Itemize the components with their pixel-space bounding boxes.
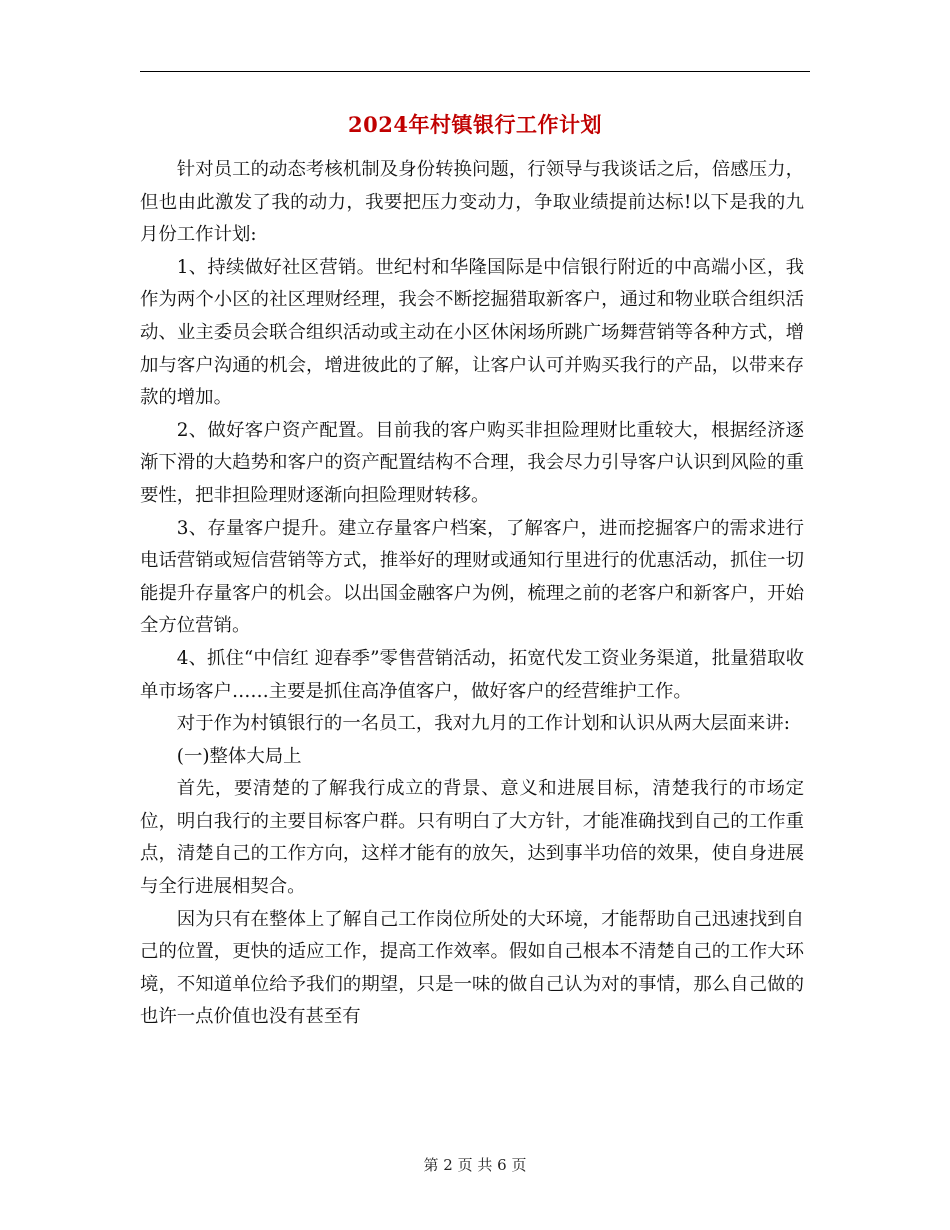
paragraph-because: 因为只有在整体上了解自己工作岗位所处的大环境，才能帮助自己迅速找到自己的位置，更快的适应工作，提高工作效率。假如自己根本不清楚自己的工作大环境，不知道单位给予我们的期望，只是一味的做自己认为对的事情，那么自己做的也许一点价值也没有甚至有	[140, 908, 804, 1028]
header-rule	[140, 71, 810, 72]
paragraph-item-4: 4、抓住“中信红 迎春季”零售营销活动，拓宽代发工资业务渠道，批量猎取收单市场客户……主要是抓住高净值客户，做好客户的经营维护工作。	[140, 647, 804, 702]
paragraph-item-3: 3、存量客户提升。建立存量客户档案，了解客户，进而挖掘客户的需求进行电话营销或短信营销等方式，推举好的理财或通知行里进行的优惠活动，抓住一切能提升存量客户的机会。以出国金融客户为例，梳理之前的老客户和新客户，开始全方位营销。	[140, 517, 804, 637]
paragraph-item-1: 1、持续做好社区营销。世纪村和华隆国际是中信银行附近的中高端小区，我作为两个小区的社区理财经理，我会不断挖掘猎取新客户，通过和物业联合组织活动、业主委员会联合组织活动或主动在小区休闲场所跳广场舞营销等各种方式，增加与客户沟通的机会，增进彼此的了解，让客户认可并购买我行的产品，以带来存款的增加。	[140, 256, 804, 409]
paragraph-item-2: 2、做好客户资产配置。目前我的客户购买非担险理财比重较大，根据经济逐渐下滑的大趋势和客户的资产配置结构不合理，我会尽力引导客户认识到风险的重要性，把非担险理财逐渐向担险理财转移。	[140, 419, 804, 506]
page-number: 第 2 页 共 6 页	[423, 1156, 527, 1174]
paragraph-first: 首先，要清楚的了解我行成立的背景、意义和进展目标，清楚我行的市场定位，明白我行的主要目标客户群。只有明白了大方针，才能准确找到自己的工作重点，清楚自己的工作方向，这样才能有的放矢，达到事半功倍的效果，使自身进展与全行进展相契合。	[140, 778, 804, 898]
paragraph-understanding: 对于作为村镇银行的一名员工，我对九月的工作计划和认识从两大层面来讲:	[176, 713, 790, 735]
document-title: 2024年村镇银行工作计划	[348, 112, 602, 137]
section-heading-overall: (一)整体大局上	[176, 745, 302, 767]
paragraph-intro: 针对员工的动态考核机制及身份转换问题，行领导与我谈话之后，倍感压力，但也由此激发了我的动力，我要把压力变动力，争取业绩提前达标!以下是我的九月份工作计划:	[140, 159, 804, 246]
document-body	[140, 154, 804, 1034]
